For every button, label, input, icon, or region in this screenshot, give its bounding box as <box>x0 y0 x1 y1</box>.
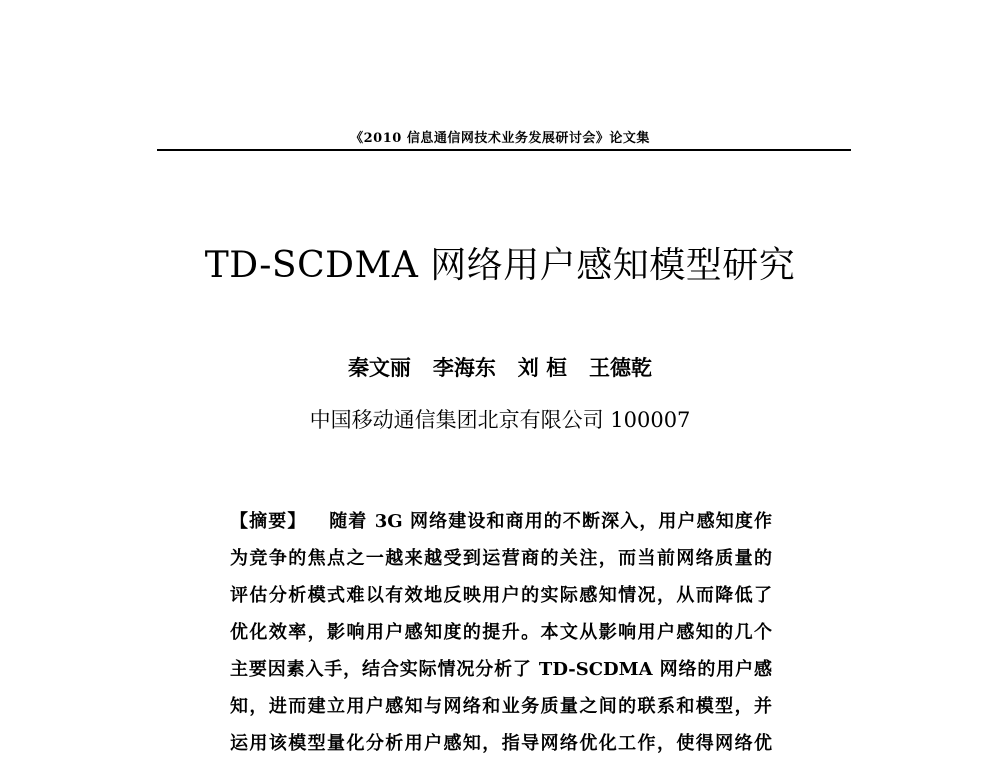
header-rule <box>157 149 851 151</box>
abstract-line-7: 运用该模型量化分析用户感知，指导网络优化工作，使得网络优 <box>230 733 772 754</box>
paper-title: TD-SCDMA 网络用户感知模型研究 <box>204 245 796 286</box>
abstract-line-3: 评估分析模式难以有效地反映用户的实际感知情况，从而降低了 <box>230 585 772 606</box>
abstract-line-5: 主要因素入手，结合实际情况分析了 TD-SCDMA 网络的用户感 <box>230 659 772 680</box>
running-header: 《2010 信息通信网技术业务发展研讨会》论文集 <box>350 131 650 146</box>
author-list: 秦文丽 李海东 刘 桓 王德乾 <box>347 355 653 380</box>
abstract-line-1 <box>230 503 772 540</box>
abstract-text: 随着 3G 网络建设和商用的不断深入，用户感知度作 <box>329 511 772 532</box>
abstract-line-2: 为竞争的焦点之一越来越受到运营商的关注，而当前网络质量的 <box>230 548 772 569</box>
abstract <box>230 503 772 760</box>
abstract-label: 【摘要】 <box>230 511 307 532</box>
abstract-line-4: 优化效率，影响用户感知度的提升。本文从影响用户感知的几个 <box>230 622 772 643</box>
abstract-line-6: 知，进而建立用户感知与网络和业务质量之间的联系和模型，并 <box>230 696 772 717</box>
affiliation: 中国移动通信集团北京有限公司 100007 <box>309 408 691 432</box>
